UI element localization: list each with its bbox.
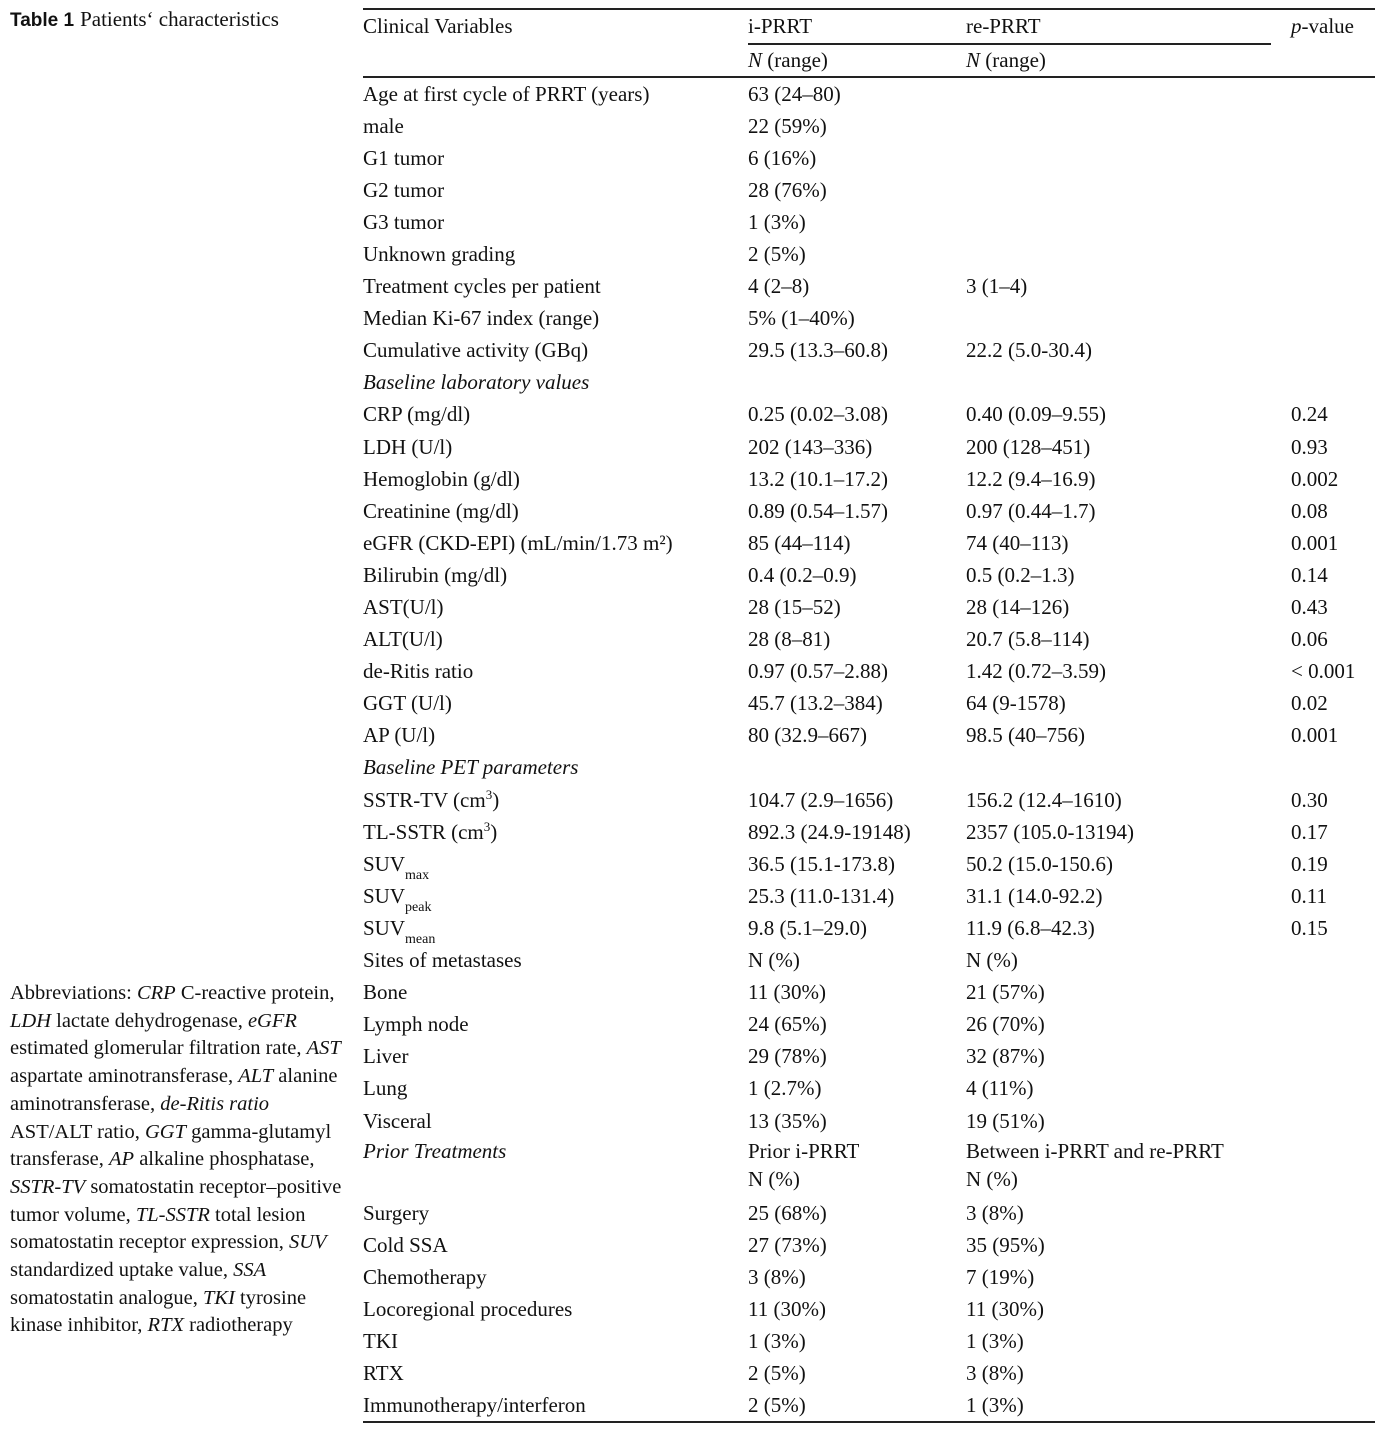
row-label: SSTR-TV $(cm^3)$ xyxy=(363,786,500,812)
reprrt-value: 200 (128–451) xyxy=(966,434,1091,459)
reprrt-value: 0.40 (0.09–9.55) xyxy=(966,402,1106,427)
table-title: Patients‘ characteristics xyxy=(80,7,279,31)
reprrt-value: 22.2 (5.0-30.4) xyxy=(966,338,1092,363)
table-row xyxy=(363,142,1375,174)
table-row xyxy=(363,1105,1375,1137)
iprrt-value: 0.25 (0.02–3.08) xyxy=(748,402,888,427)
table-row xyxy=(363,78,1375,110)
iprrt-value: 36.5 (15.1-173.8) xyxy=(748,851,895,876)
reprrt-value: 3 (8%) xyxy=(966,1200,1024,1225)
table-row xyxy=(363,1008,1375,1040)
reprrt-value: 64 (9-1578) xyxy=(966,691,1066,716)
row-label: RTX xyxy=(363,1361,404,1386)
p-value: 0.17 xyxy=(1291,819,1328,844)
subheader-reprrt: N (range) xyxy=(966,47,1046,72)
table-row xyxy=(363,1040,1375,1072)
row-label: G1 tumor xyxy=(363,145,445,170)
table-row xyxy=(363,302,1375,334)
iprrt-value: 29 (78%) xyxy=(748,1044,827,1069)
p-value: 0.43 xyxy=(1291,595,1328,619)
header-reprrt: re-PRRT xyxy=(966,14,1041,38)
iprrt-value: 2 (5%) xyxy=(748,1361,806,1386)
iprrt-value: 6 (16%) xyxy=(748,145,817,170)
row-label: Liver xyxy=(363,1044,409,1069)
reprrt-value: 11 (30%) xyxy=(966,1296,1044,1321)
header-row xyxy=(363,10,1375,43)
iprrt-value: 0.89 (0.54–1.57) xyxy=(748,498,888,523)
p-value: 0.02 xyxy=(1291,691,1328,716)
p-value: 0.11 xyxy=(1291,883,1327,908)
prior-treatments-row xyxy=(363,1137,1375,1197)
table-row xyxy=(363,591,1375,623)
row-label: Cumulative activity (GBq) xyxy=(363,338,589,363)
row-label: CRP (mg/dl) xyxy=(363,402,471,427)
p-value: 0.30 xyxy=(1291,787,1328,812)
reprrt-value: 3 (1–4) xyxy=(966,274,1028,299)
table-row xyxy=(363,1072,1375,1104)
row-label: LDH (U/l) xyxy=(363,434,453,459)
row-label: Unknown grading xyxy=(363,241,516,266)
reprrt-value: 7 (19%) xyxy=(966,1264,1035,1289)
reprrt-value: 74 (40–113) xyxy=(966,530,1069,555)
reprrt-value: 2357 (105.0-13194) xyxy=(966,819,1134,844)
reprrt-value: 31.1 (14.0-92.2) xyxy=(966,883,1103,908)
p-value: 0.002 xyxy=(1291,466,1339,491)
iprrt-value: 27 (73%) xyxy=(748,1232,827,1257)
iprrt-value: 63 (24–80) xyxy=(748,81,841,106)
iprrt-value: 4 (2–8) xyxy=(748,274,810,299)
reprrt-value: 20.7 (5.8–114) xyxy=(966,627,1090,652)
row-label: Chemotherapy xyxy=(363,1264,487,1289)
p-value: < 0.001 xyxy=(1291,659,1356,684)
table-row xyxy=(363,559,1375,591)
reprrt-value: 4 (11%) xyxy=(966,1076,1034,1101)
row-label: TL-SSTR $(cm^3)$ xyxy=(363,818,498,844)
reprrt-value: 98.5 (40–756) xyxy=(966,723,1085,748)
iprrt-value: Prior i-PRRT N (%) xyxy=(748,1138,860,1191)
table-row xyxy=(363,1293,1375,1325)
iprrt-value: 1 (3%) xyxy=(748,1328,806,1353)
table-row xyxy=(363,880,1375,915)
reprrt-value: 26 (70%) xyxy=(966,1012,1045,1037)
iprrt-value: 202 (143–336) xyxy=(748,434,873,459)
iprrt-value: 13.2 (10.1–17.2) xyxy=(748,466,888,491)
reprrt-value: 1 (3%) xyxy=(966,1393,1024,1418)
iprrt-value: 2 (5%) xyxy=(748,241,806,266)
table-row xyxy=(363,174,1375,206)
row-label: TKI xyxy=(363,1328,398,1353)
row-label: Immunotherapy/interferon xyxy=(363,1393,586,1418)
p-value: 0.001 xyxy=(1291,723,1339,748)
row-label: eGFR (CKD-EPI) (mL/min/1.73 m²) xyxy=(363,530,673,555)
iprrt-value: 28 (76%) xyxy=(748,177,827,202)
table-body xyxy=(363,78,1375,1422)
row-label: $SUV_{mean}$ xyxy=(363,915,436,947)
table-row xyxy=(363,848,1375,883)
abbreviations-note: Abbreviations: CRP C-reactive protein, LDH lactate dehydrogenase, eGFR estimated glomerular filtration rate, AST aspartate aminotransferase, ALT alanine aminotransferase, de-Ritis ratio AST/ALT ratio, GGT gamma-glutamyl transferase, AP alkaline phosphatase, SSTR-TV somatostatin receptor–positive tumor volume, TL-SSTR total lesion somatostatin receptor expression, SUV standardized uptake value, SSA somatostatin analogue, TKI tyrosine kinase inhibitor, RTX radiotherapy xyxy=(10,982,342,1337)
table-row xyxy=(363,816,1375,848)
bottom-rule xyxy=(363,1421,1375,1423)
iprrt-value: 28 (8–81) xyxy=(748,627,831,652)
row-label: Age at first cycle of PRRT (years) xyxy=(363,81,650,106)
reprrt-value: 21 (57%) xyxy=(966,980,1045,1005)
row-label: Surgery xyxy=(363,1200,430,1225)
row-label: Locoregional procedures xyxy=(363,1296,573,1321)
reprrt-value: 0.5 (0.2–1.3) xyxy=(966,562,1075,587)
row-label: GGT (U/l) xyxy=(363,691,452,716)
p-value: 0.19 xyxy=(1291,851,1328,876)
section-heading: Prior Treatments xyxy=(363,1138,507,1163)
iprrt-value: 9.8 (5.1–29.0) xyxy=(748,915,867,940)
row-label: $SUV_{max}$ xyxy=(363,851,430,883)
reprrt-value: 3 (8%) xyxy=(966,1361,1024,1386)
row-label: AP (U/l) xyxy=(363,723,436,748)
table-row xyxy=(363,976,1375,1008)
row-label: de-Ritis ratio xyxy=(363,659,474,684)
reprrt-value: 1 (3%) xyxy=(966,1328,1024,1353)
iprrt-value: 2 (5%) xyxy=(748,1393,806,1418)
iprrt-value: 892.3 (24.9-19148) xyxy=(748,819,911,844)
row-label: Bone xyxy=(363,980,408,1005)
iprrt-value: 22 (59%) xyxy=(748,113,827,138)
p-value: 0.06 xyxy=(1291,627,1328,652)
subheader-iprrt: N (range) xyxy=(748,47,828,72)
row-label: AST(U/l) xyxy=(363,595,444,619)
row-label: Sites of metastases xyxy=(363,948,522,973)
iprrt-value: 80 (32.9–667) xyxy=(748,723,867,748)
table-row xyxy=(363,912,1375,947)
p-value: 0.93 xyxy=(1291,434,1328,459)
iprrt-value: 1 (3%) xyxy=(748,209,806,234)
iprrt-value: 24 (65%) xyxy=(748,1012,827,1037)
iprrt-value: 13 (35%) xyxy=(748,1108,827,1133)
table-row xyxy=(363,944,1375,976)
table-row xyxy=(363,431,1375,463)
iprrt-value: 25 (68%) xyxy=(748,1200,827,1225)
table-row xyxy=(363,623,1375,655)
reprrt-value: N (%) xyxy=(966,948,1018,973)
row-label: Treatment cycles per patient xyxy=(363,274,601,299)
table-row xyxy=(363,1357,1375,1389)
table-row xyxy=(363,655,1375,687)
reprrt-value: 0.97 (0.44–1.7) xyxy=(966,498,1096,523)
iprrt-value: 0.97 (0.57–2.88) xyxy=(748,659,888,684)
header-iprrt: i-PRRT xyxy=(748,14,813,38)
table-row xyxy=(363,1261,1375,1293)
table-row xyxy=(363,495,1375,527)
row-label: $SUV_{peak}$ xyxy=(363,883,432,915)
reprrt-value: 35 (95%) xyxy=(966,1232,1045,1257)
iprrt-value: 11 (30%) xyxy=(748,1296,826,1321)
table-row xyxy=(363,1389,1375,1421)
iprrt-value: 104.7 (2.9–1656) xyxy=(748,787,894,812)
row-label: G2 tumor xyxy=(363,177,445,202)
section-lab-values xyxy=(363,366,1375,398)
reprrt-value: 11.9 (6.8–42.3) xyxy=(966,915,1095,940)
row-label: Median Ki-67 index (range) xyxy=(363,306,600,331)
section-pet-parameters xyxy=(363,751,1375,783)
row-label: Cold SSA xyxy=(363,1232,448,1257)
table-row xyxy=(363,687,1375,719)
table-caption xyxy=(10,6,279,34)
table-row xyxy=(363,110,1375,142)
iprrt-value: 85 (44–114) xyxy=(748,530,851,555)
row-label: Bilirubin (mg/dl) xyxy=(363,562,508,587)
iprrt-value: N (%) xyxy=(748,948,800,973)
patients-table xyxy=(363,8,1375,1423)
row-label: Creatinine (mg/dl) xyxy=(363,498,519,523)
reprrt-value: 28 (14–126) xyxy=(966,595,1070,619)
table-row xyxy=(363,398,1375,430)
subheader-row xyxy=(363,45,1375,76)
reprrt-value: 12.2 (9.4–16.9) xyxy=(966,466,1096,491)
reprrt-value: 32 (87%) xyxy=(966,1044,1045,1069)
row-label: Visceral xyxy=(363,1108,432,1133)
section-heading: Baseline laboratory values xyxy=(363,370,590,395)
row-label: ALT(U/l) xyxy=(363,627,443,652)
p-value: 0.001 xyxy=(1291,530,1339,555)
section-heading: Baseline PET parameters xyxy=(363,755,579,780)
p-value: 0.24 xyxy=(1291,402,1328,427)
table-row xyxy=(363,1197,1375,1229)
table-row xyxy=(363,527,1375,559)
row-label: Lung xyxy=(363,1076,408,1101)
row-label: male xyxy=(363,113,404,138)
table-row xyxy=(363,719,1375,751)
iprrt-value: 0.4 (0.2–0.9) xyxy=(748,562,857,587)
iprrt-value: 28 (15–52) xyxy=(748,595,841,619)
iprrt-value: 1 (2.7%) xyxy=(748,1076,822,1101)
header-clinical-variables: Clinical Variables xyxy=(363,14,513,38)
iprrt-value: 11 (30%) xyxy=(748,980,826,1005)
p-value: 0.08 xyxy=(1291,498,1328,523)
p-value: 0.14 xyxy=(1291,562,1328,587)
table-row xyxy=(363,1325,1375,1357)
reprrt-value: 50.2 (15.0-150.6) xyxy=(966,851,1113,876)
reprrt-value: 156.2 (12.4–1610) xyxy=(966,787,1122,812)
row-label: Lymph node xyxy=(363,1012,469,1037)
table-row xyxy=(363,334,1375,366)
row-label: G3 tumor xyxy=(363,209,445,234)
header-pvalue: p-value xyxy=(1291,14,1354,38)
iprrt-value: 29.5 (13.3–60.8) xyxy=(748,338,888,363)
iprrt-value: 5% (1–40%) xyxy=(748,306,855,331)
reprrt-value: 19 (51%) xyxy=(966,1108,1045,1133)
table-row xyxy=(363,1229,1375,1261)
table-row xyxy=(363,270,1375,302)
table-row xyxy=(363,463,1375,495)
table-row xyxy=(363,238,1375,270)
p-value: 0.15 xyxy=(1291,915,1328,940)
iprrt-value: 25.3 (11.0-131.4) xyxy=(748,883,895,908)
iprrt-value: 3 (8%) xyxy=(748,1264,806,1289)
reprrt-value: Between i-PRRT and re-PRRT N (%) xyxy=(966,1138,1224,1191)
reprrt-value: 1.42 (0.72–3.59) xyxy=(966,659,1106,684)
table-label: Table 1 xyxy=(10,10,75,31)
table-row xyxy=(363,784,1375,816)
iprrt-value: 45.7 (13.2–384) xyxy=(748,691,883,716)
table-row xyxy=(363,206,1375,238)
row-label: Hemoglobin (g/dl) xyxy=(363,466,520,491)
